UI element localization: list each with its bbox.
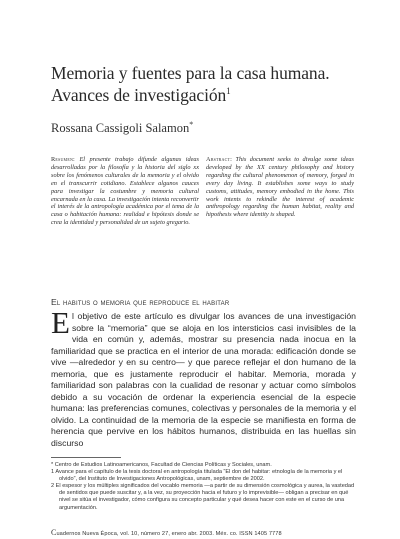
footnotes (51, 462, 356, 512)
footnote-2: 2 El espesor y los múltiples significados del vocablo memoria —a partir de su dimensión cosmológica y aurea, la vastedad de sentidos que puede suscitar y, a la vez, su proyección hacia el futuro y lo imprevisible— obligan a precisar en qué nivel se sitúa el investigador, cómo configura su concepto particular y qué desea hacer con este en el curso de una argumentación. (51, 483, 355, 511)
drop-cap: E (51, 305, 70, 340)
title-line-1: Memoria y fuentes para la casa humana. (51, 63, 330, 83)
journal-citation: uadernos Nueva Época, vol. 10, número 27, enero abr. 2003. Méx. co. ISSN 1405 7778 (56, 531, 282, 537)
author-footnote-marker: * (189, 120, 194, 129)
journal-footer (51, 528, 282, 537)
section-heading: El habitus o memoria que reproduce el habitar (51, 297, 230, 307)
footnote-author: * Centro de Estudios Latinoamericanos, Facultad de Ciencias Políticas y Sociales, unam. (51, 462, 272, 468)
abstract-english (206, 156, 354, 219)
footnote-1: 1 Avance para el capítulo de la tesis doctoral en antropología titulada “El don del habitar: etnología de la memoria y el olvido”, del Instituto de Investigaciones Antropológicas, unam, septiembre de 2002. (51, 469, 343, 483)
author-name: Rossana Cassigoli Salamon* (51, 120, 194, 136)
title-footnote-marker: 1 (226, 86, 231, 96)
abstract-english-label: Abstract: (206, 156, 233, 163)
body-paragraph (51, 305, 356, 450)
footnote-divider (51, 457, 121, 458)
abstract-spanish-label: Resumen: (51, 156, 75, 163)
title-line-2: Avances de investigación$^1$ (51, 84, 231, 105)
abstract-spanish (51, 156, 199, 227)
body-paragraph-text: l objetivo de este artículo es divulgar los avances de una investigación sobre la “memoria” que se aloja en los intersticios casi invisibles de la vida en común y, además, mostrar su presencia nada inocua en la familiaridad que se practica en el interior de una morada: edificación donde se vive —alrededor y en su centro— y que parece reflejar el don humano de la memoria, que es justamente reproducir el habitar. Memoria, morada y familiaridad son palabras con la cualidad de resonar y actuar como símbolos debido a su vocación de ordenar la experiencia esencial de la especie humana: las preferencias comunes, colectivas y personales de la memoria y el olvido. La continuidad de la memoria de la especie se manifiesta en forma de herencia que pervive en los hábitos humanos, distribuida en las huellas sin discurso (51, 311, 356, 449)
abstract-spanish-text: El presente trabajo difunde algunas ideas desarrolladas por la filosofía y la historia del siglo xx sobre los fenómenos culturales de la memoria y el olvido en el transcurrir cotidiano. Establece algunos cauces para investigar la costumbre y memoria cultural encarnada en la casa. La investigación intenta reconvertir el interés de la antropología académica por el tema de la casa o habitación humana: realidad e hipótesis donde se crea la identidad y personalidad de un sujeto gregario. (51, 156, 200, 227)
abstract-english-text: This document seeks to divulge some ideas developed by the XX century philosophy and history regarding the cultural phenomenon of memory, forged in every day living. It establishes some ways to study customs, attitudes, memory embodied in the home. This work intents to rekindle the interest of academic anthropology regarding the human habitat, reality and hipothesis where identity is shaped. (206, 156, 354, 219)
journal-logo-letter: C (51, 528, 57, 537)
article-title (51, 64, 371, 104)
